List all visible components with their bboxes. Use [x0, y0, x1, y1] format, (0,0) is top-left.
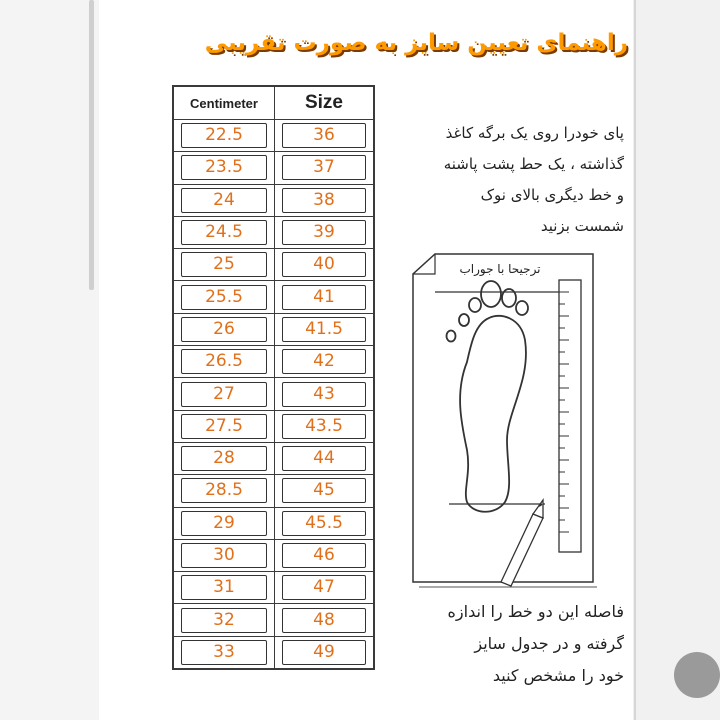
- size-value: 42: [282, 349, 366, 374]
- size-value: 48: [282, 608, 366, 633]
- centimeter-cell: [173, 604, 275, 636]
- centimeter-value: 24: [181, 188, 267, 213]
- table-row: [173, 378, 374, 410]
- table-row: [173, 572, 374, 604]
- size-cell: [275, 636, 375, 669]
- instructions-bottom: [374, 596, 624, 692]
- centimeter-cell: [173, 281, 275, 313]
- left-background: [0, 0, 100, 720]
- size-value: 44: [282, 446, 366, 471]
- size-cell: [275, 410, 375, 442]
- size-cell: [275, 281, 375, 313]
- centimeter-cell: [173, 636, 275, 669]
- table-body: [173, 120, 374, 670]
- size-value: 45: [282, 478, 366, 503]
- size-cell: [275, 184, 375, 216]
- size-cell: [275, 442, 375, 474]
- centimeter-cell: [173, 313, 275, 345]
- size-value: 47: [282, 575, 366, 600]
- table-row: [173, 346, 374, 378]
- centimeter-value: 28: [181, 446, 267, 471]
- instruction-line: گذاشته ، یک حط پشت پاشنه: [443, 155, 624, 173]
- size-cell: [275, 216, 375, 248]
- scrollbar[interactable]: [89, 0, 94, 290]
- centimeter-value: 33: [181, 640, 267, 665]
- table-row: [173, 216, 374, 248]
- centimeter-cell: [173, 216, 275, 248]
- size-value: 39: [282, 220, 366, 245]
- size-cell: [275, 120, 375, 152]
- size-value: 38: [282, 188, 366, 213]
- centimeter-value: 29: [181, 511, 267, 536]
- instructions-top: [374, 118, 624, 242]
- size-cell: [275, 539, 375, 571]
- size-value: 40: [282, 252, 366, 277]
- centimeter-cell: [173, 539, 275, 571]
- column-header-centimeter: Centimeter: [173, 86, 275, 120]
- table-row: [173, 184, 374, 216]
- instruction-line: خود را مشخص کنید: [492, 666, 624, 685]
- size-cell: [275, 507, 375, 539]
- centimeter-value: 23.5: [181, 155, 267, 180]
- centimeter-cell: [173, 475, 275, 507]
- right-background: [632, 0, 720, 720]
- centimeter-value: 22.5: [181, 123, 267, 148]
- centimeter-cell: [173, 249, 275, 281]
- size-cell: [275, 249, 375, 281]
- table-row: [173, 410, 374, 442]
- size-value: 46: [282, 543, 366, 568]
- table-row: [173, 281, 374, 313]
- size-value: 43.5: [282, 414, 366, 439]
- centimeter-cell: [173, 184, 275, 216]
- size-cell: [275, 475, 375, 507]
- table-row: [173, 120, 374, 152]
- centimeter-cell: [173, 507, 275, 539]
- foot-measure-illustration: [405, 252, 605, 592]
- size-cell: [275, 313, 375, 345]
- centimeter-value: 28.5: [181, 478, 267, 503]
- size-cell: [275, 604, 375, 636]
- size-cell: [275, 346, 375, 378]
- centimeter-cell: [173, 442, 275, 474]
- table-row: [173, 442, 374, 474]
- table-row: [173, 507, 374, 539]
- centimeter-value: 27: [181, 382, 267, 407]
- centimeter-cell: [173, 378, 275, 410]
- centimeter-cell: [173, 346, 275, 378]
- instruction-line: پای خودرا روی یک برگه کاغذ: [445, 124, 624, 142]
- ruler-icon: [559, 280, 581, 552]
- sock-note: ترجیحا با جوراب: [459, 262, 541, 276]
- centimeter-value: 26: [181, 317, 267, 342]
- centimeter-value: 24.5: [181, 220, 267, 245]
- centimeter-value: 30: [181, 543, 267, 568]
- table-row: [173, 636, 374, 669]
- centimeter-value: 25.5: [181, 285, 267, 310]
- centimeter-cell: [173, 410, 275, 442]
- scroll-button-icon[interactable]: [674, 652, 720, 698]
- centimeter-cell: [173, 152, 275, 184]
- size-cell: [275, 572, 375, 604]
- page-title: راهنمای تعیین سایز به صورت تقریبی: [204, 30, 628, 56]
- size-value: 41: [282, 285, 366, 310]
- table-header-row: [173, 86, 374, 120]
- size-value: 49: [282, 640, 366, 665]
- instruction-line: شمست بزنید: [540, 217, 624, 235]
- instruction-line: گرفته و در جدول سایز: [474, 634, 624, 653]
- size-table: [172, 85, 375, 670]
- size-value: 41.5: [282, 317, 366, 342]
- centimeter-cell: [173, 572, 275, 604]
- centimeter-value: 27.5: [181, 414, 267, 439]
- size-value: 37: [282, 155, 366, 180]
- table-row: [173, 539, 374, 571]
- column-header-size: Size: [275, 86, 375, 120]
- table-row: [173, 249, 374, 281]
- instruction-line: فاصله این دو خط را اندازه: [447, 602, 624, 621]
- centimeter-value: 31: [181, 575, 267, 600]
- size-cell: [275, 378, 375, 410]
- size-cell: [275, 152, 375, 184]
- size-value: 36: [282, 123, 366, 148]
- centimeter-value: 26.5: [181, 349, 267, 374]
- centimeter-cell: [173, 120, 275, 152]
- divider: [634, 0, 636, 720]
- size-value: 45.5: [282, 511, 366, 536]
- table-row: [173, 313, 374, 345]
- table-row: [173, 152, 374, 184]
- instruction-line: و خط دیگری بالای نوک: [480, 186, 624, 204]
- centimeter-value: 32: [181, 608, 267, 633]
- centimeter-value: 25: [181, 252, 267, 277]
- size-value: 43: [282, 382, 366, 407]
- table-row: [173, 475, 374, 507]
- table-row: [173, 604, 374, 636]
